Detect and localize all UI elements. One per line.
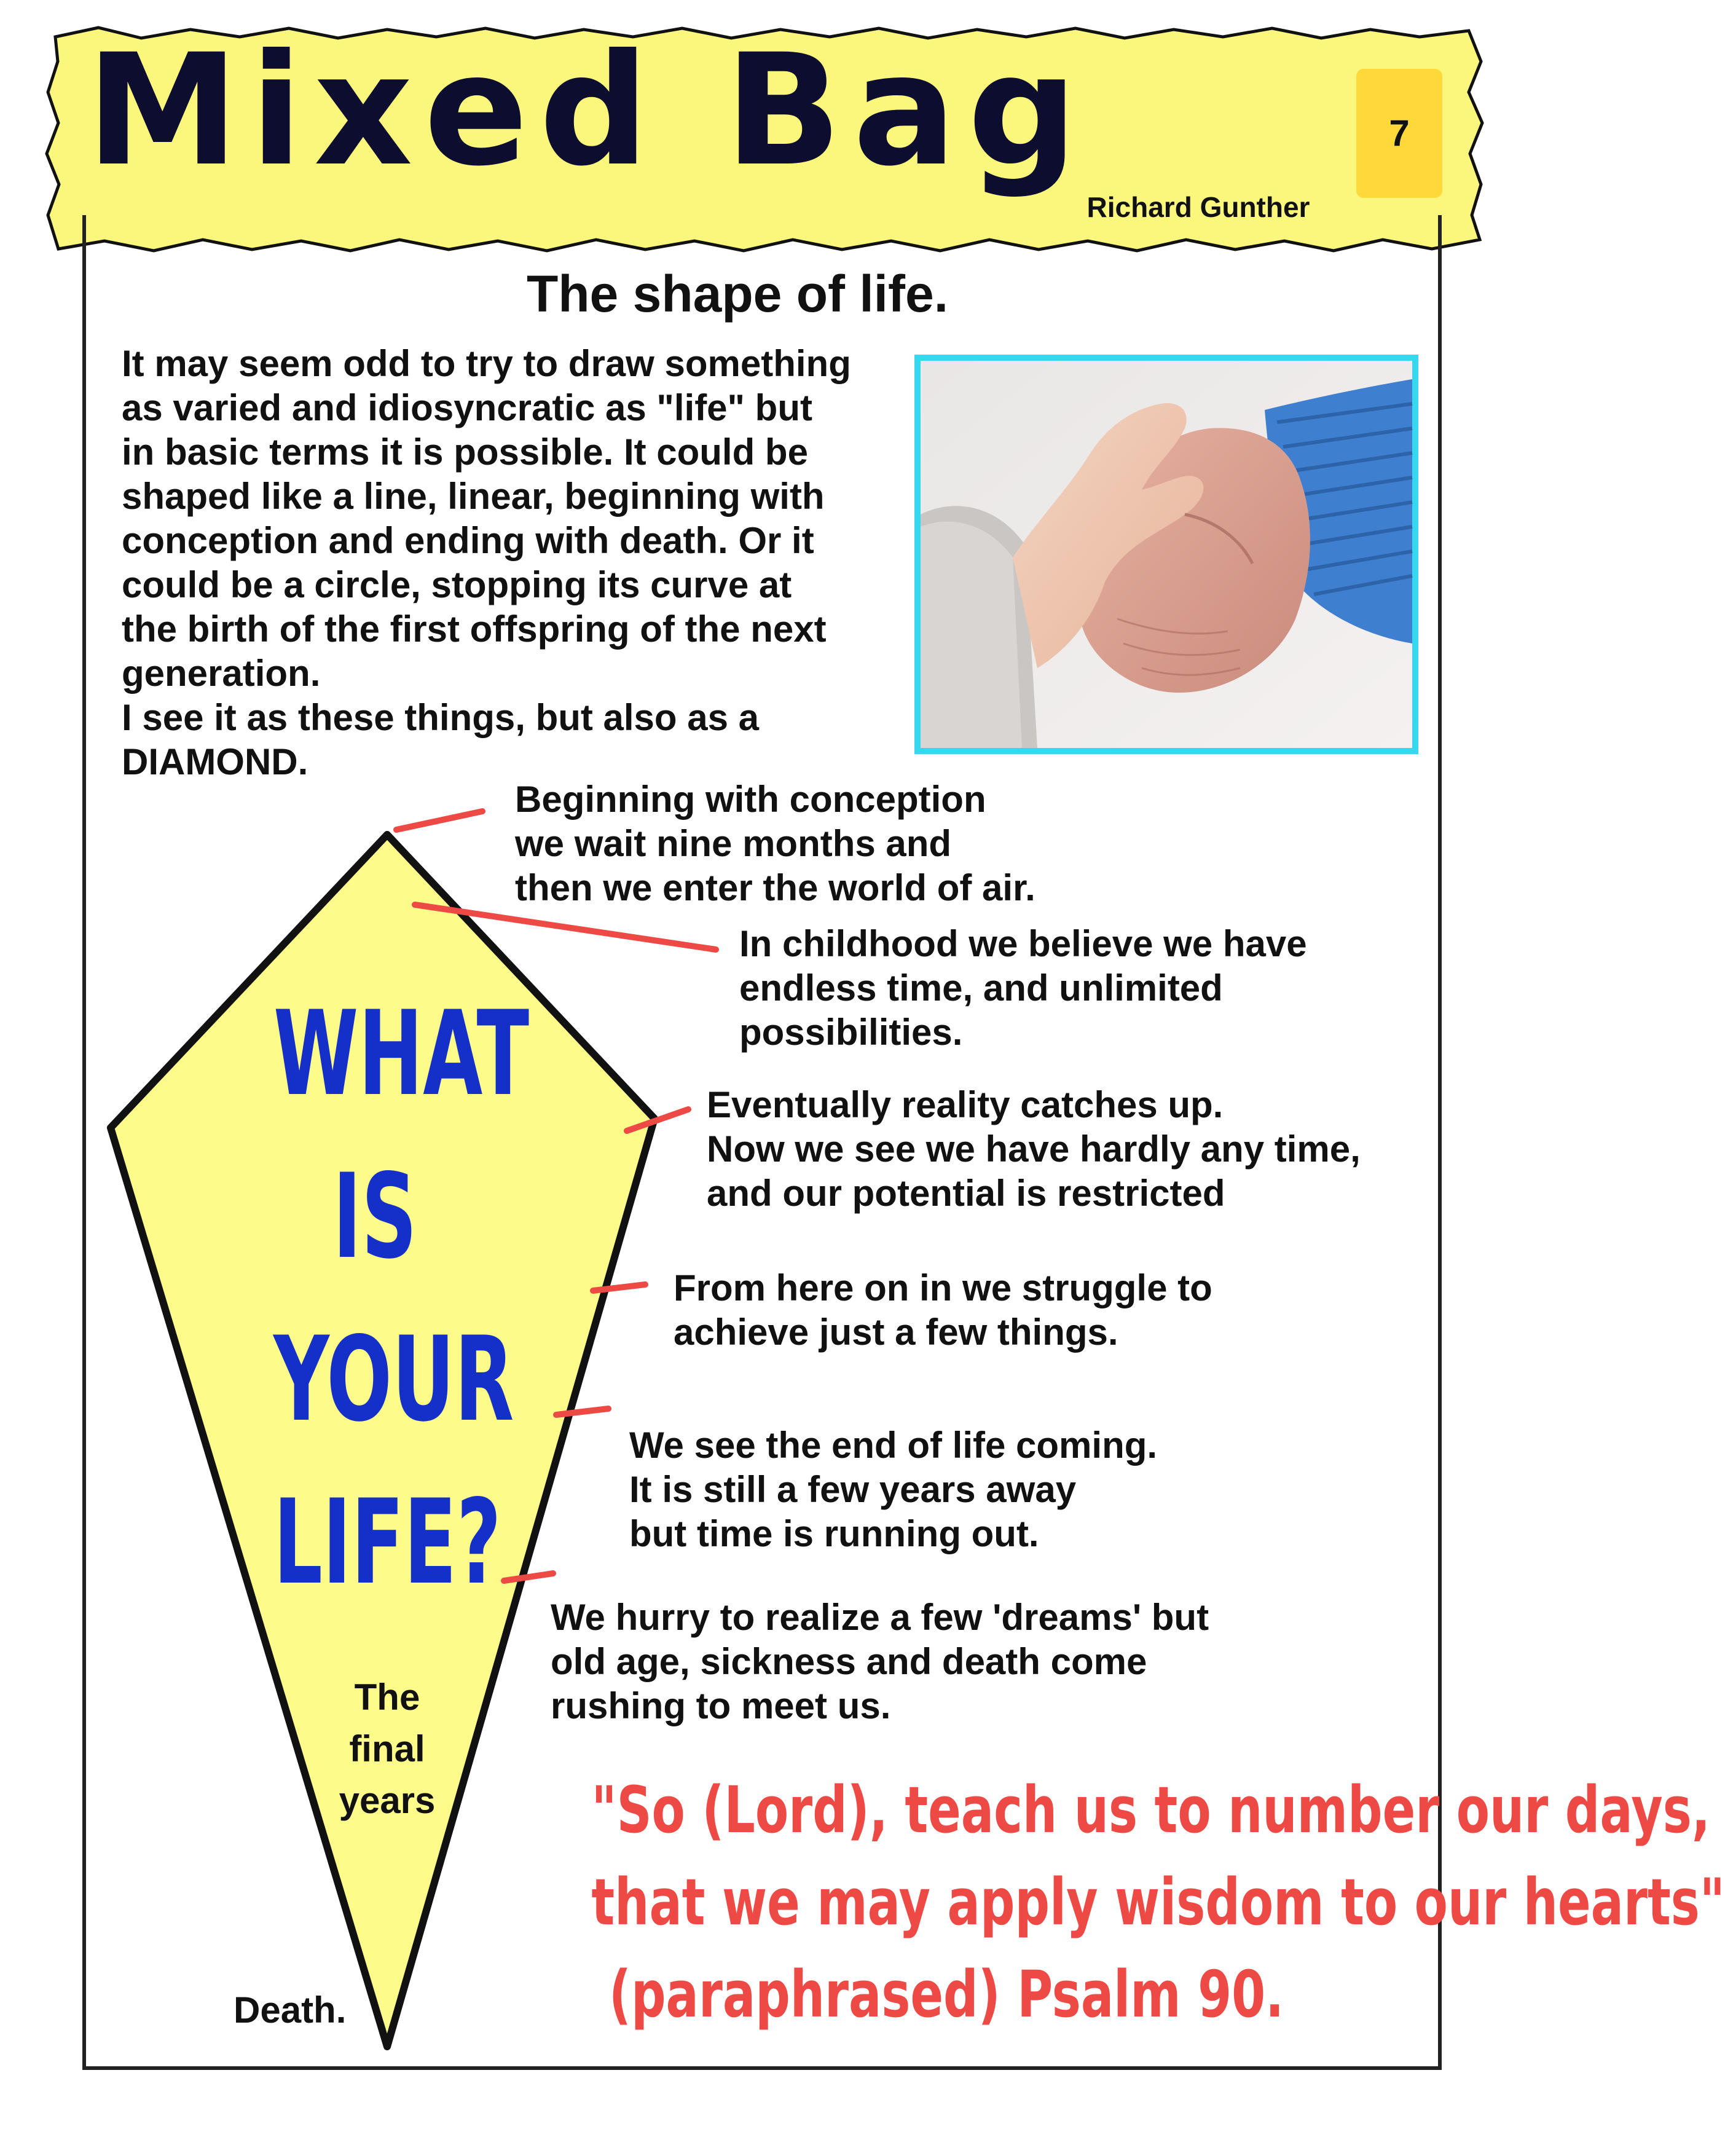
question-word: WHAT: [273, 986, 530, 1122]
callout-line: It is still a few years away: [629, 1469, 1077, 1510]
callout-line: We see the end of life coming.: [629, 1425, 1158, 1466]
callout-final-dreams: [551, 1595, 1209, 1728]
callout-line: endless time, and unlimited: [739, 967, 1223, 1009]
intro-line: I see it as these things, but also as a: [122, 697, 760, 738]
callout-line: Beginning with conception: [515, 779, 986, 820]
callout-line: and our potential is restricted: [707, 1173, 1225, 1214]
page-number-badge: 7: [1356, 69, 1442, 198]
callout-line: In childhood we believe we have: [739, 923, 1307, 964]
intro-line: as varied and idiosyncratic as "life" but: [122, 387, 812, 428]
callout-line: but time is running out.: [629, 1513, 1039, 1554]
callout-end-coming: [629, 1423, 1157, 1556]
intro-line: generation.: [122, 653, 321, 694]
question-word: YOUR: [273, 1312, 514, 1447]
callout-line: Now we see we have hardly any time,: [707, 1128, 1361, 1170]
pointer-line: [396, 811, 482, 830]
question-word: LIFE?: [273, 1474, 501, 1610]
question-word: IS: [332, 1149, 417, 1285]
intro-line: the birth of the first offspring of the next: [122, 608, 827, 650]
final-years-label: [320, 1672, 455, 1827]
callout-line: we wait nine months and: [515, 823, 952, 864]
final-years-line: The: [354, 1677, 420, 1718]
intro-line: conception and ending with death. Or it: [122, 520, 814, 561]
callout-reality: [707, 1083, 1361, 1216]
article-headline: The shape of life.: [526, 265, 949, 323]
intro-line: could be a circle, stopping its curve at: [122, 564, 792, 605]
intro-line: in basic terms it is possible. It could be: [122, 431, 808, 473]
intro-line: shaped like a line, linear, beginning with: [122, 476, 825, 517]
callout-childhood: [739, 922, 1307, 1055]
callout-line: then we enter the world of air.: [515, 867, 1035, 908]
callout-struggle: [674, 1266, 1212, 1355]
author-name: Richard Gunther: [1086, 191, 1310, 223]
callout-line: rushing to meet us.: [551, 1685, 891, 1726]
callout-line: We hurry to realize a few 'dreams' but: [551, 1597, 1209, 1638]
final-years-line: years: [339, 1780, 436, 1821]
callout-line: achieve just a few things.: [674, 1312, 1118, 1353]
callout-conception: [515, 777, 1035, 910]
psalm-quote-line: "So (Lord), teach us to number our days,: [591, 1772, 1710, 1847]
intro-line: DIAMOND.: [122, 741, 308, 782]
psalm-quote-line: (paraphrased) Psalm 90.: [608, 1957, 1284, 2032]
masthead-title: Mixed Bag: [86, 21, 1089, 200]
callout-line: Eventually reality catches up.: [707, 1084, 1224, 1125]
callout-line: old age, sickness and death come: [551, 1641, 1147, 1682]
psalm-quote-line: that we may apply wisdom to our hearts": [591, 1865, 1725, 1940]
final-years-line: final: [349, 1728, 425, 1769]
callout-line: possibilities.: [739, 1012, 963, 1053]
intro-line: It may seem odd to try to draw something: [122, 343, 851, 384]
death-label: Death.: [234, 1989, 347, 2031]
callout-line: From here on in we struggle to: [674, 1267, 1212, 1308]
